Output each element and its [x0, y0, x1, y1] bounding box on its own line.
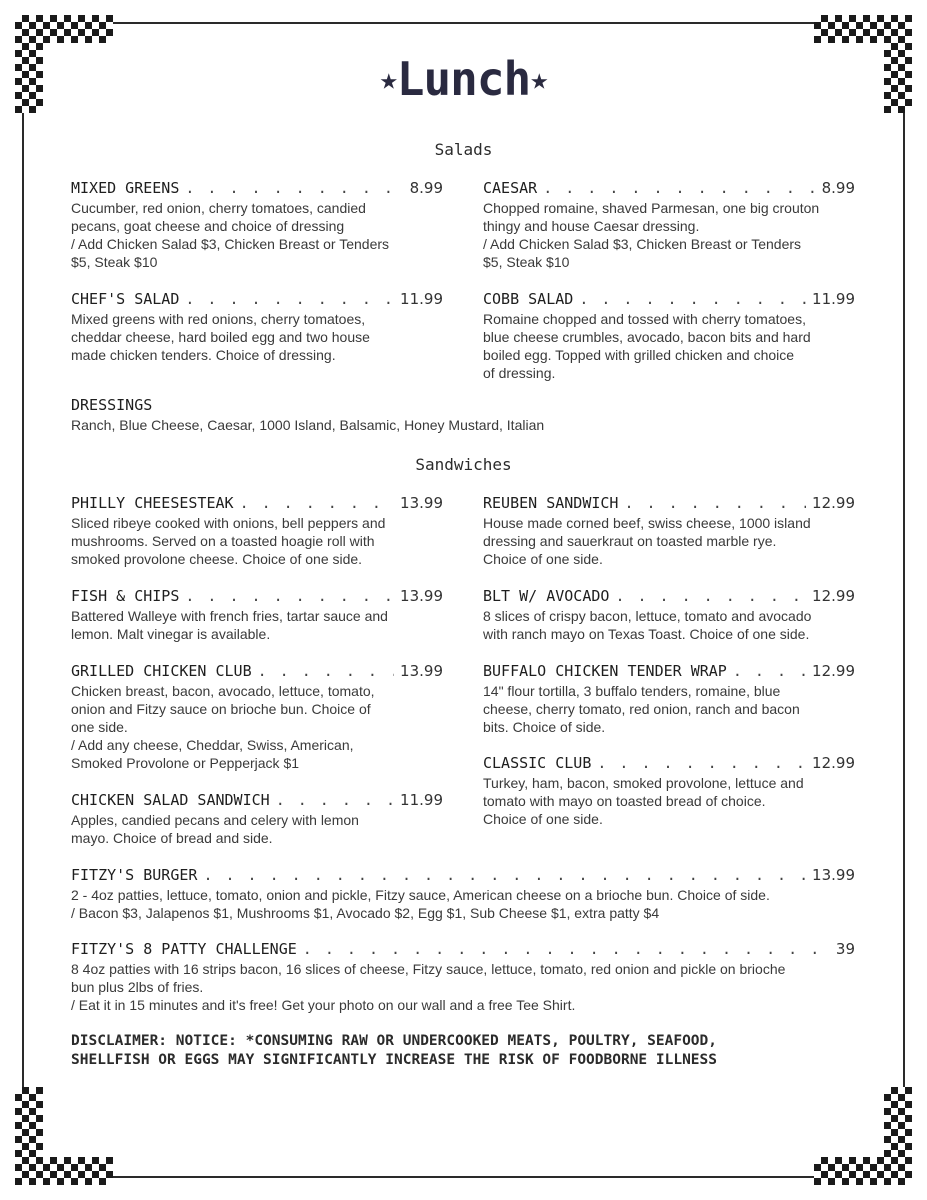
menu-item-name: CHICKEN SALAD SANDWICH — [71, 791, 270, 809]
description-line: Romaine chopped and tossed with cherry tomatoes, — [483, 311, 806, 327]
disclaimer-line: DISCLAIMER: NOTICE: *CONSUMING RAW OR UNDERCOOKED MEATS, POULTRY, SEAFOOD, — [71, 1033, 718, 1049]
description-line: Battered Walleye with french fries, tartar sauce and — [71, 608, 388, 624]
menu-item-header — [71, 866, 855, 886]
dot-leader — [543, 179, 815, 197]
menu-item-price: 12.99 — [812, 662, 855, 680]
menu-item-description — [483, 682, 855, 736]
menu-item-name: CAESAR — [483, 179, 538, 197]
menu-item-description — [483, 607, 855, 643]
description-line: bun plus 2lbs of fries. — [71, 979, 204, 995]
description-line: 8 slices of crispy bacon, lettuce, tomato and avocado — [483, 608, 812, 624]
menu-item-description — [483, 310, 855, 382]
description-line: mayo. Choice of bread and side. — [71, 830, 273, 846]
disclaimer — [71, 1032, 861, 1070]
menu-item-name: CLASSIC CLUB — [483, 754, 592, 772]
menu-item-price: 11.99 — [400, 290, 443, 308]
menu-item-price: 12.99 — [812, 494, 855, 512]
menu-item — [71, 866, 855, 922]
menu-item-header — [483, 662, 855, 682]
menu-item-name: FITZY'S 8 PATTY CHALLENGE — [71, 940, 297, 958]
description-line: mushrooms. Served on a toasted hoagie roll with — [71, 533, 375, 549]
dot-leader — [303, 940, 830, 958]
description-line: / Add any cheese, Cheddar, Swiss, American, — [71, 737, 354, 753]
dot-leader — [597, 754, 806, 772]
menu-item-price: 13.99 — [400, 494, 443, 512]
description-line: blue cheese crumbles, avocado, bacon bits and hard — [483, 329, 811, 345]
menu-item-header — [483, 587, 855, 607]
menu-item — [483, 494, 855, 568]
description-line: dressing and sauerkraut on toasted marble rye. — [483, 533, 777, 549]
menu-item-description — [483, 514, 855, 568]
star-icon: ★ — [379, 62, 397, 97]
description-line: cheese, cherry tomato, red onion, ranch and bacon — [483, 701, 800, 717]
menu-item-name: REUBEN SANDWICH — [483, 494, 619, 512]
menu-item — [71, 494, 443, 568]
menu-item-description — [71, 310, 443, 364]
menu-item-header — [483, 754, 855, 774]
menu-item-name: MIXED GREENS — [71, 179, 180, 197]
dot-leader — [624, 494, 806, 512]
menu-item-header — [71, 791, 443, 811]
description-line: Cucumber, red onion, cherry tomatoes, candied — [71, 200, 366, 216]
description-line: / Eat it in 15 minutes and it's free! Get your photo on our wall and a free Tee Shirt. — [71, 997, 576, 1013]
menu-item-price: 13.99 — [400, 587, 443, 605]
description-line: Choice of one side. — [483, 551, 603, 567]
menu-item — [483, 587, 855, 643]
description-line: lemon. Malt vinegar is available. — [71, 626, 271, 642]
description-line: $5, Steak $10 — [71, 254, 158, 270]
dot-leader — [276, 791, 394, 809]
menu-item-description — [71, 514, 443, 568]
description-line: thingy and house Caesar dressing. — [483, 218, 700, 234]
menu-item-name: CHEF'S SALAD — [71, 290, 180, 308]
menu-item — [483, 179, 855, 271]
menu-item-description — [483, 774, 855, 828]
menu-item-price: 11.99 — [812, 290, 855, 308]
dot-leader — [185, 290, 394, 308]
description-line: tomato with mayo on toasted bread of choice. — [483, 793, 766, 809]
description-line: House made corned beef, swiss cheese, 1000 island — [483, 515, 811, 531]
dot-leader — [203, 866, 806, 884]
description-line: Sliced ribeye cooked with onions, bell peppers and — [71, 515, 386, 531]
dot-leader — [185, 179, 403, 197]
description-line: pecans, goat cheese and choice of dressing — [71, 218, 345, 234]
menu-item — [483, 754, 855, 828]
description-line: with ranch mayo on Texas Toast. Choice of one side. — [483, 626, 810, 642]
description-line: smoked provolone cheese. Choice of one side. — [71, 551, 363, 567]
menu-item-name: BLT W/ AVOCADO — [483, 587, 610, 605]
star-icon: ★ — [530, 62, 548, 97]
menu-item — [71, 587, 443, 643]
description-line: bits. Choice of side. — [483, 719, 606, 735]
description-line: of dressing. — [483, 365, 556, 381]
menu-item — [71, 290, 443, 364]
dot-leader — [258, 662, 394, 680]
description-line: onion and Fitzy sauce on brioche bun. Choice of — [71, 701, 371, 717]
menu-item-header — [71, 940, 855, 960]
section-heading-salads: Salads — [434, 140, 493, 159]
description-line: boiled egg. Topped with grilled chicken and choice — [483, 347, 795, 363]
menu-item-header — [71, 494, 443, 514]
description-line: Mixed greens with red onions, cherry tomatoes, — [71, 311, 366, 327]
dressings-heading: DRESSINGS — [71, 396, 153, 414]
menu-item — [71, 791, 443, 847]
menu-item — [71, 940, 855, 1014]
menu-item-header — [71, 587, 443, 607]
checker-corner-bottom-right — [884, 1087, 912, 1185]
dot-leader — [733, 662, 806, 680]
menu-item — [71, 179, 443, 271]
description-line: / Add Chicken Salad $3, Chicken Breast or Tenders — [483, 236, 802, 252]
section-heading-sandwiches: Sandwiches — [415, 455, 512, 474]
page-title — [0, 52, 927, 106]
menu-item-price: 13.99 — [812, 866, 855, 884]
dot-leader — [185, 587, 394, 605]
description-line: 14" flour tortilla, 3 buffalo tenders, romaine, blue — [483, 683, 781, 699]
menu-item — [483, 662, 855, 736]
description-line: Apples, candied pecans and celery with lemon — [71, 812, 359, 828]
menu-item — [483, 290, 855, 382]
description-line: $5, Steak $10 — [483, 254, 570, 270]
description-line: Smoked Provolone or Pepperjack $1 — [71, 755, 300, 771]
page-title-text: Lunch — [396, 52, 531, 106]
dot-leader — [579, 290, 806, 308]
menu-item-price: 39 — [835, 940, 855, 958]
menu-item-price: 12.99 — [812, 587, 855, 605]
menu-item-header — [71, 179, 443, 199]
menu-item-header — [71, 662, 443, 682]
menu-item-name: FITZY'S BURGER — [71, 866, 198, 884]
menu-item-description — [71, 607, 443, 643]
checker-corner-bottom-left — [15, 1087, 43, 1185]
menu-item-header — [71, 290, 443, 310]
menu-item-price: 8.99 — [821, 179, 855, 197]
menu-item-description — [71, 682, 443, 772]
menu-item-price: 8.99 — [409, 179, 443, 197]
menu-item-description — [483, 199, 855, 271]
disclaimer-line: SHELLFISH OR EGGS MAY SIGNIFICANTLY INCREASE THE RISK OF FOODBORNE ILLNESS — [71, 1052, 718, 1068]
menu-item-price: 12.99 — [812, 754, 855, 772]
description-line: made chicken tenders. Choice of dressing. — [71, 347, 336, 363]
menu-item-name: PHILLY CHEESESTEAK — [71, 494, 234, 512]
dot-leader — [615, 587, 806, 605]
description-line: cheddar cheese, hard boiled egg and two house — [71, 329, 370, 345]
menu-item-name: GRILLED CHICKEN CLUB — [71, 662, 252, 680]
menu-item — [71, 662, 443, 772]
description-line: one side. — [71, 719, 128, 735]
description-line: Chicken breast, bacon, avocado, lettuce, tomato, — [71, 683, 375, 699]
menu-item-price: 13.99 — [400, 662, 443, 680]
menu-item-header — [483, 494, 855, 514]
dressings-list: Ranch, Blue Cheese, Caesar, 1000 Island, Balsamic, Honey Mustard, Italian — [71, 417, 545, 433]
menu-item-name: FISH & CHIPS — [71, 587, 180, 605]
menu-item-header — [483, 290, 855, 310]
dot-leader — [240, 494, 394, 512]
description-line: Chopped romaine, shaved Parmesan, one big crouton — [483, 200, 820, 216]
description-line: / Bacon $3, Jalapenos $1, Mushrooms $1, Avocado $2, Egg $1, Sub Cheese $1, extra patty $4 — [71, 905, 660, 921]
menu-item-header — [483, 179, 855, 199]
description-line: Turkey, ham, bacon, smoked provolone, lettuce and — [483, 775, 804, 791]
description-line: 8 4oz patties with 16 strips bacon, 16 slices of cheese, Fitzy sauce, lettuce, tomato, red onion and pickle on brioche — [71, 961, 786, 977]
menu-item-description — [71, 960, 855, 1014]
menu-item-name: BUFFALO CHICKEN TENDER WRAP — [483, 662, 727, 680]
description-line: Choice of one side. — [483, 811, 603, 827]
description-line: 2 - 4oz patties, lettuce, tomato, onion and pickle, Fitzy sauce, American cheese on a brioche bun. Choice of side. — [71, 887, 770, 903]
menu-item-description — [71, 811, 443, 847]
menu-item-price: 11.99 — [400, 791, 443, 809]
menu-item-description — [71, 886, 855, 922]
description-line: / Add Chicken Salad $3, Chicken Breast or Tenders — [71, 236, 390, 252]
menu-item-description — [71, 199, 443, 271]
menu-item-name: COBB SALAD — [483, 290, 574, 308]
